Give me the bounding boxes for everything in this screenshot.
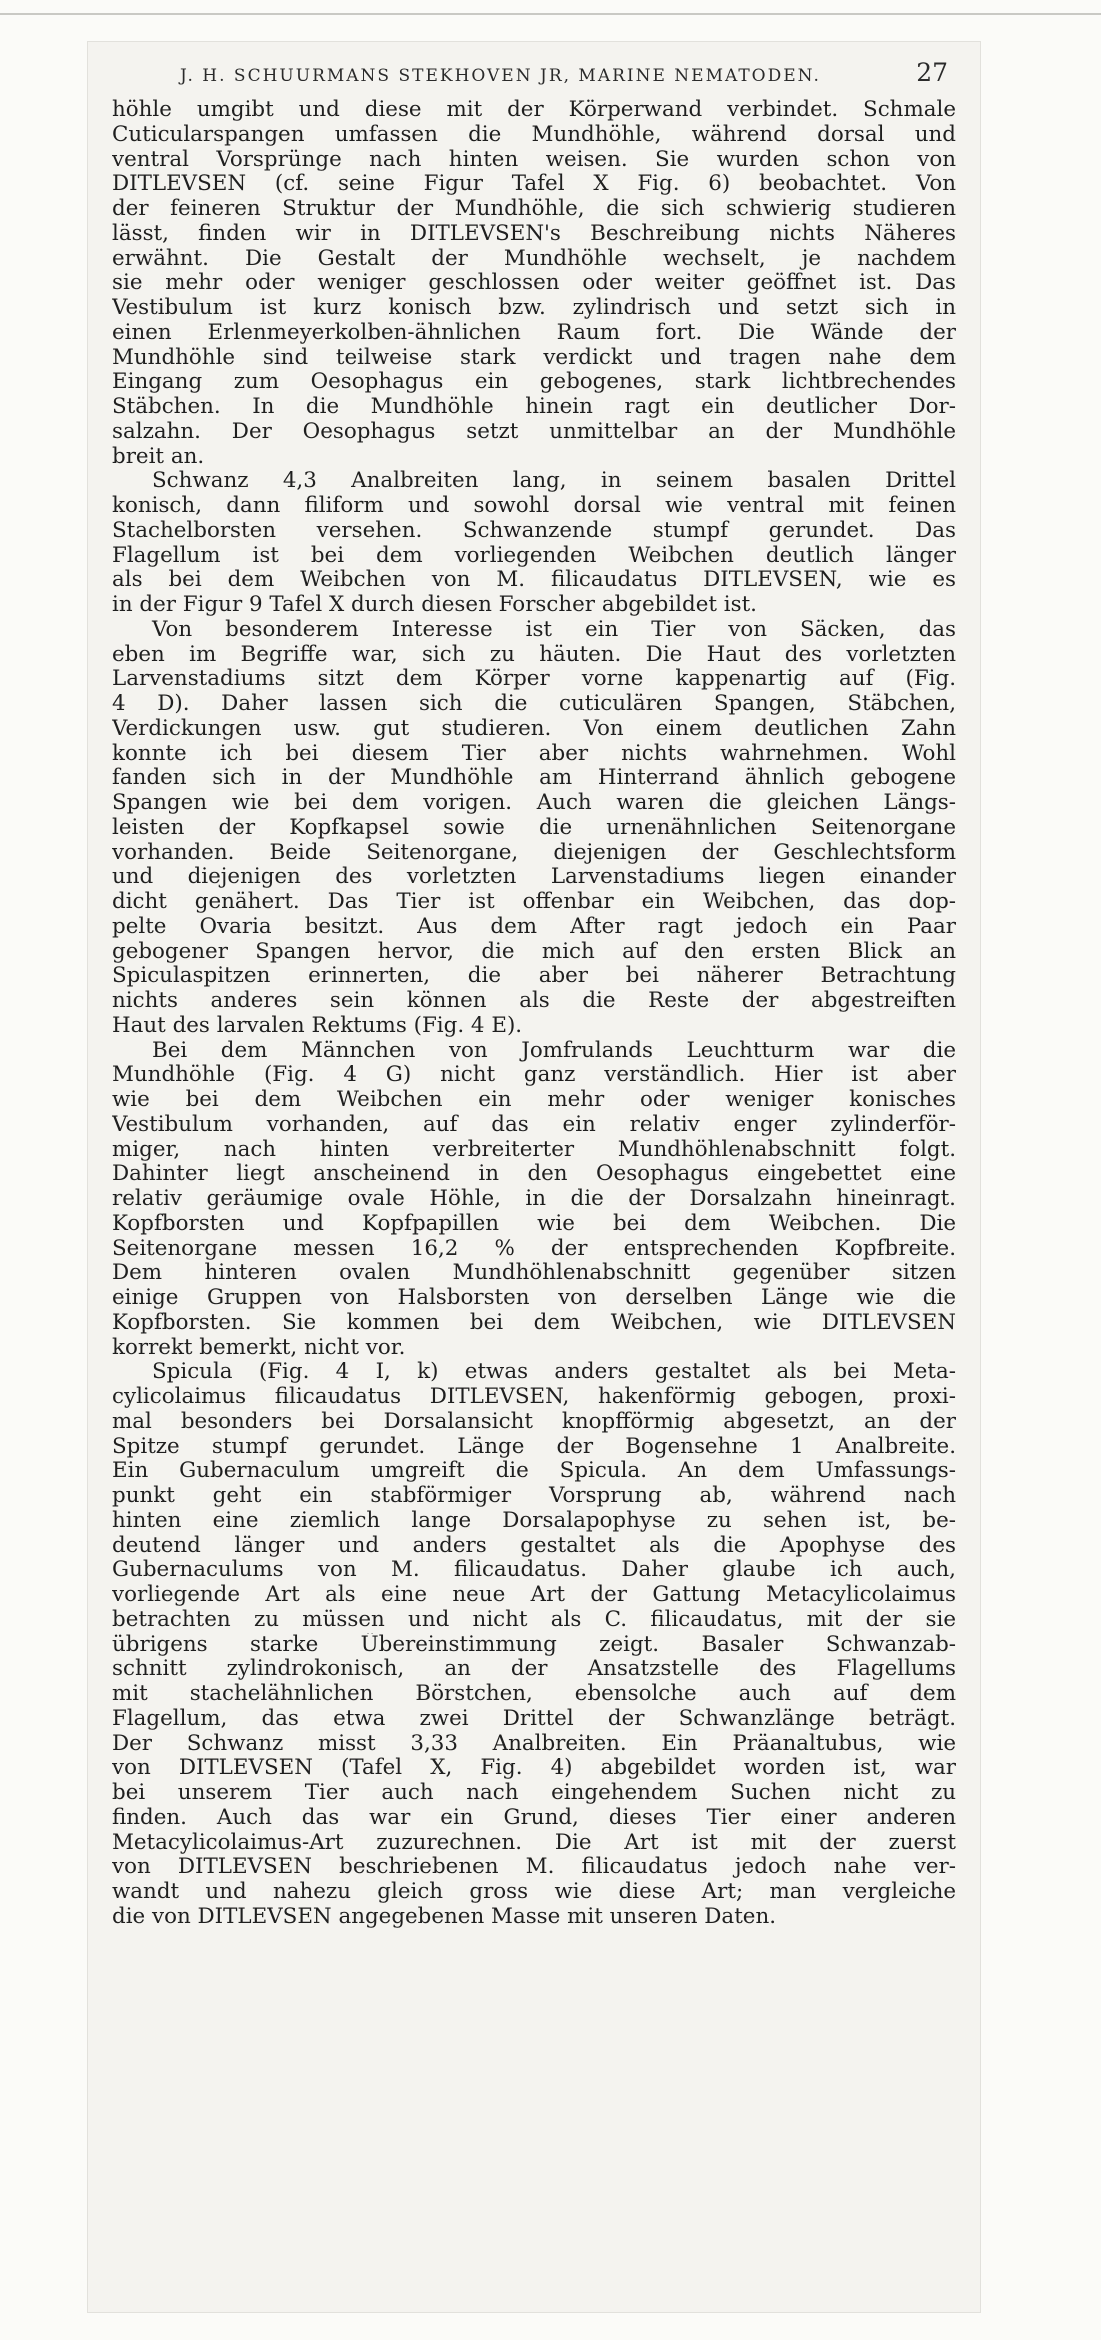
text-line: breit an. bbox=[112, 444, 205, 469]
paragraph bbox=[112, 1039, 956, 1361]
text-line: Kopfborsten und Kopfpapillen wie bei dem Weibchen. Die bbox=[112, 1211, 956, 1236]
text-line: pelte Ovaria besitzt. Aus dem After ragt jedoch ein Paar bbox=[112, 914, 956, 939]
text-line: Der Schwanz misst 3,33 Analbreiten. Ein Präanaltubus, wie bbox=[112, 1731, 956, 1756]
text-line: punkt geht ein stabförmiger Vorsprung ab, während nach bbox=[112, 1484, 956, 1508]
text-line: Haut des larvalen Rektums (Fig. 4 E). bbox=[112, 1013, 523, 1038]
text-line: von DITLEVSEN beschriebenen M. filicaudatus jedoch nahe ver- bbox=[112, 1855, 956, 1880]
text-line: Metacylicolaimus-Art zuzurechnen. Die Art ist mit der zuerst bbox=[112, 1830, 956, 1855]
text-line: der feineren Struktur der Mundhöhle, die sich schwierig studieren bbox=[112, 197, 956, 221]
text-line: salzahn. Der Oesophagus setzt unmittelbar an der Mundhöhle bbox=[112, 419, 956, 444]
article-body bbox=[112, 98, 956, 1930]
text-line: Verdickungen usw. gut studieren. Von einem deutlichen Zahn bbox=[112, 716, 956, 741]
text-line: deutend länger und anders gestaltet als die Apophyse des bbox=[112, 1533, 956, 1558]
text-line: nichts anderes sein können als die Reste der abgestreiften bbox=[112, 989, 956, 1013]
text-line: wie bei dem Weibchen ein mehr oder weniger konisches bbox=[112, 1088, 956, 1112]
paragraph bbox=[112, 469, 956, 618]
scan-edge-line bbox=[0, 13, 1101, 15]
text-line: Von besonderem Interesse ist ein Tier von Säcken, das bbox=[152, 617, 956, 642]
text-line: die von DITLEVSEN angegebenen Masse mit unseren Daten. bbox=[112, 1904, 777, 1929]
text-line: leisten der Kopfkapsel sowie die urnenähnlichen Seitenorgane bbox=[112, 815, 956, 840]
page-number: 27 bbox=[916, 58, 948, 87]
text-line: Seitenorgane messen 16,2 % der entsprechenden Kopfbreite. bbox=[112, 1236, 956, 1261]
text-line: erwähnt. Die Gestalt der Mundhöhle wechselt, je nachdem bbox=[112, 246, 956, 271]
page-header bbox=[88, 58, 980, 98]
paper-sheet bbox=[88, 42, 980, 2312]
text-line: mal besonders bei Dorsalansicht knopfförmig abgesetzt, an der bbox=[112, 1409, 956, 1434]
text-line: von DITLEVSEN (Tafel X, Fig. 4) abgebildet worden ist, war bbox=[112, 1756, 956, 1781]
text-line: Bei dem Männchen von Jomfrulands Leuchtturm war die bbox=[152, 1038, 956, 1063]
text-line: als bei dem Weibchen von M. filicaudatus DITLEVSEN, wie es bbox=[112, 568, 956, 593]
text-line: Ein Gubernaculum umgreift die Spicula. An dem Umfassungs- bbox=[112, 1459, 956, 1484]
text-line: höhle umgibt und diese mit der Körperwand verbindet. Schmale bbox=[112, 98, 956, 122]
text-line: lässt, finden wir in DITLEVSEN's Beschreibung nichts Näheres bbox=[112, 221, 956, 246]
text-line: Spitze stumpf gerundet. Länge der Bogensehne 1 Analbreite. bbox=[112, 1434, 956, 1459]
text-line: Stäbchen. In die Mundhöhle hinein ragt ein deutlicher Dor- bbox=[112, 395, 956, 419]
text-line: Eingang zum Oesophagus ein gebogenes, stark lichtbrechendes bbox=[112, 370, 956, 395]
text-line: Spiculaspitzen erinnerten, die aber bei näherer Betrachtung bbox=[112, 964, 956, 989]
text-line: konnte ich bei diesem Tier aber nichts wahrnehmen. Wohl bbox=[112, 741, 956, 766]
text-line: einen Erlenmeyerkolben-ähnlichen Raum fort. Die Wände der bbox=[112, 320, 956, 345]
text-line: gebogener Spangen hervor, die mich auf den ersten Blick an bbox=[112, 939, 956, 964]
text-line: Dem hinteren ovalen Mundhöhlenabschnitt gegenüber sitzen bbox=[112, 1261, 956, 1286]
text-line: cylicolaimus filicaudatus DITLEVSEN, hakenförmig gebogen, proxi- bbox=[112, 1385, 956, 1409]
text-line: Larvenstadiums sitzt dem Körper vorne kappenartig auf (Fig. bbox=[112, 667, 956, 692]
text-line: dicht genähert. Das Tier ist offenbar ein Weibchen, das dop- bbox=[112, 890, 956, 914]
text-line: betrachten zu müssen und nicht als C. filicaudatus, mit der sie bbox=[112, 1607, 956, 1632]
text-line: mit stachelähnlichen Börstchen, ebensolche auch auf dem bbox=[112, 1682, 956, 1706]
text-line: fanden sich in der Mundhöhle am Hinterrand ähnlich gebogene bbox=[112, 766, 956, 791]
text-line: und diejenigen des vorletzten Larvenstadiums liegen einander bbox=[112, 865, 956, 890]
text-line: Mundhöhle sind teilweise stark verdickt und tragen nahe dem bbox=[112, 345, 956, 370]
running-head: J. H. SCHUURMANS STEKHOVEN JR, MARINE NEMATODEN. bbox=[180, 66, 821, 86]
text-line: finden. Auch das war ein Grund, dieses Tier einer anderen bbox=[112, 1805, 956, 1830]
text-line: konisch, dann filiform und sowohl dorsal wie ventral mit feinen bbox=[112, 494, 956, 518]
text-line: einige Gruppen von Halsborsten von derselben Länge wie die bbox=[112, 1286, 956, 1310]
text-line: eben im Begriffe war, sich zu häuten. Die Haut des vorletzten bbox=[112, 642, 956, 667]
text-line: korrekt bemerkt, nicht vor. bbox=[112, 1335, 406, 1360]
text-line: sie mehr oder weniger geschlossen oder weiter geöffnet ist. Das bbox=[112, 271, 956, 296]
text-line: Kopfborsten. Sie kommen bei dem Weibchen, wie DITLEVSEN bbox=[112, 1310, 956, 1335]
text-line: hinten eine ziemlich lange Dorsalapophyse zu sehen ist, be- bbox=[112, 1508, 956, 1533]
text-line: Gubernaculums von M. filicaudatus. Daher glaube ich auch, bbox=[112, 1558, 956, 1583]
text-line: übrigens starke Übereinstimmung zeigt. Basaler Schwanzab- bbox=[112, 1632, 956, 1657]
text-line: Cuticularspangen umfassen die Mundhöhle, während dorsal und bbox=[112, 122, 956, 147]
text-line: relativ geräumige ovale Höhle, in die der Dorsalzahn hineinragt. bbox=[112, 1187, 956, 1211]
text-line: Spangen wie bei dem vorigen. Auch waren die gleichen Längs- bbox=[112, 791, 956, 815]
paragraph bbox=[112, 618, 956, 1039]
text-line: schnitt zylindrokonisch, an der Ansatzstelle des Flagellums bbox=[112, 1657, 956, 1682]
text-line: vorliegende Art als eine neue Art der Gattung Metacylicolaimus bbox=[112, 1583, 956, 1607]
text-line: miger, nach hinten verbreiterter Mundhöhlenabschnitt folgt. bbox=[112, 1137, 956, 1162]
text-line: Spicula (Fig. 4 I, k) etwas anders gestaltet als bei Meta- bbox=[152, 1360, 956, 1385]
text-line: Vestibulum ist kurz konisch bzw. zylindrisch und setzt sich in bbox=[112, 296, 956, 320]
text-line: DITLEVSEN (cf. seine Figur Tafel X Fig. 6) beobachtet. Von bbox=[112, 172, 956, 197]
text-line: Dahinter liegt anscheinend in den Oesophagus eingebettet eine bbox=[112, 1162, 956, 1187]
text-line: Stachelborsten versehen. Schwanzende stumpf gerundet. Das bbox=[112, 518, 956, 543]
text-line: Mundhöhle (Fig. 4 G) nicht ganz verständlich. Hier ist aber bbox=[112, 1063, 956, 1088]
text-line: vorhanden. Beide Seitenorgane, diejenigen der Geschlechtsform bbox=[112, 840, 956, 865]
paragraph bbox=[112, 98, 956, 469]
text-line: Flagellum ist bei dem vorliegenden Weibchen deutlich länger bbox=[112, 543, 956, 568]
text-line: ventral Vorsprünge nach hinten weisen. Sie wurden schon von bbox=[112, 147, 956, 172]
paragraph bbox=[112, 1360, 956, 1929]
text-line: Flagellum, das etwa zwei Drittel der Schwanzlänge beträgt. bbox=[112, 1706, 956, 1731]
text-line: 4 D). Daher lassen sich die cuticulären Spangen, Stäbchen, bbox=[112, 692, 956, 716]
text-line: Schwanz 4,3 Analbreiten lang, in seinem basalen Drittel bbox=[152, 469, 956, 494]
text-line: bei unserem Tier auch nach eingehendem Suchen nicht zu bbox=[112, 1781, 956, 1805]
text-line: Vestibulum vorhanden, auf das ein relativ enger zylinderför- bbox=[112, 1112, 956, 1137]
text-line: wandt und nahezu gleich gross wie diese Art; man vergleiche bbox=[112, 1880, 956, 1904]
text-line: in der Figur 9 Tafel X durch diesen Forscher abgebildet ist. bbox=[112, 593, 757, 617]
